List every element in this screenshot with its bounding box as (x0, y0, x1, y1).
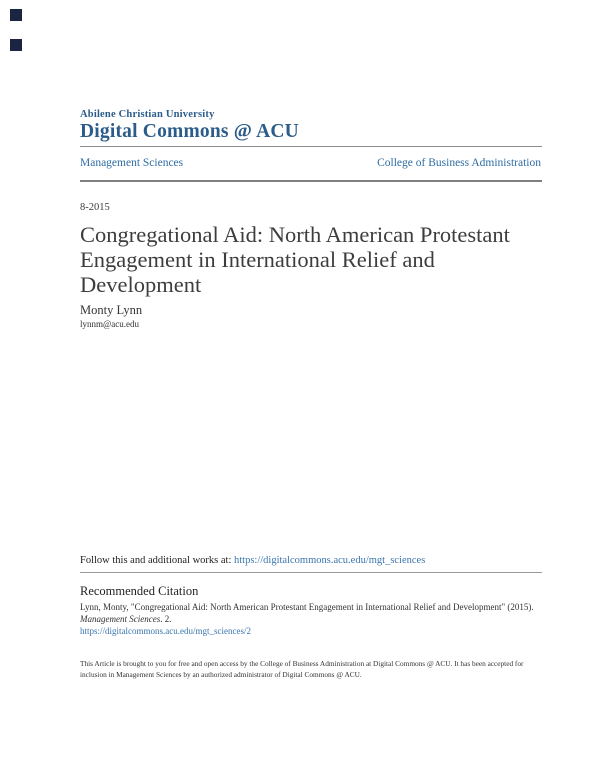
article-title-line-1: Congregational Aid: North American Protestant (80, 222, 510, 247)
citation-divider (80, 572, 542, 573)
corner-marker-bottom (10, 39, 22, 51)
header-divider-bottom (80, 180, 542, 182)
follow-works-link[interactable]: https://digitalcommons.acu.edu/mgt_sciences (234, 555, 426, 566)
site-wordmark: Digital Commons @ ACU (80, 121, 299, 142)
corner-marker-top (10, 9, 22, 21)
footer-notice-line-1: This Article is brought to you for free and open access by the College of Business Administration at Digital Commons @ ACU. It has been accepted for (80, 659, 524, 668)
author-name: Monty Lynn (80, 303, 143, 317)
citation-text-line-2 (80, 614, 171, 624)
citation-journal-name: Management Sciences (80, 614, 161, 624)
citation-url-link[interactable]: https://digitalcommons.acu.edu/mgt_sciences/2 (80, 626, 251, 636)
college-link[interactable]: College of Business Administration (377, 157, 541, 169)
header-divider-top (80, 146, 542, 147)
article-title (80, 222, 550, 297)
article-title-line-3: Development (80, 272, 202, 297)
recommended-citation-heading: Recommended Citation (80, 584, 199, 598)
footer-notice-line-2: inclusion in Management Sciences by an authorized administrator of Digital Commons @ ACU. (80, 670, 362, 679)
department-link[interactable]: Management Sciences (80, 157, 184, 169)
follow-works-prefix: Follow this and additional works at: (80, 555, 234, 566)
follow-works-line (80, 555, 425, 566)
author-email: lynnm@acu.edu (80, 319, 140, 329)
citation-text-line-1: Lynn, Monty, "Congregational Aid: North American Protestant Engagement in International Relief and Development" (2015). (80, 602, 534, 612)
article-title-line-2: Engagement in International Relief and (80, 247, 435, 272)
university-name: Abilene Christian University (80, 109, 215, 120)
citation-issue-number: . 2. (160, 614, 172, 624)
publication-date: 8-2015 (80, 202, 110, 213)
